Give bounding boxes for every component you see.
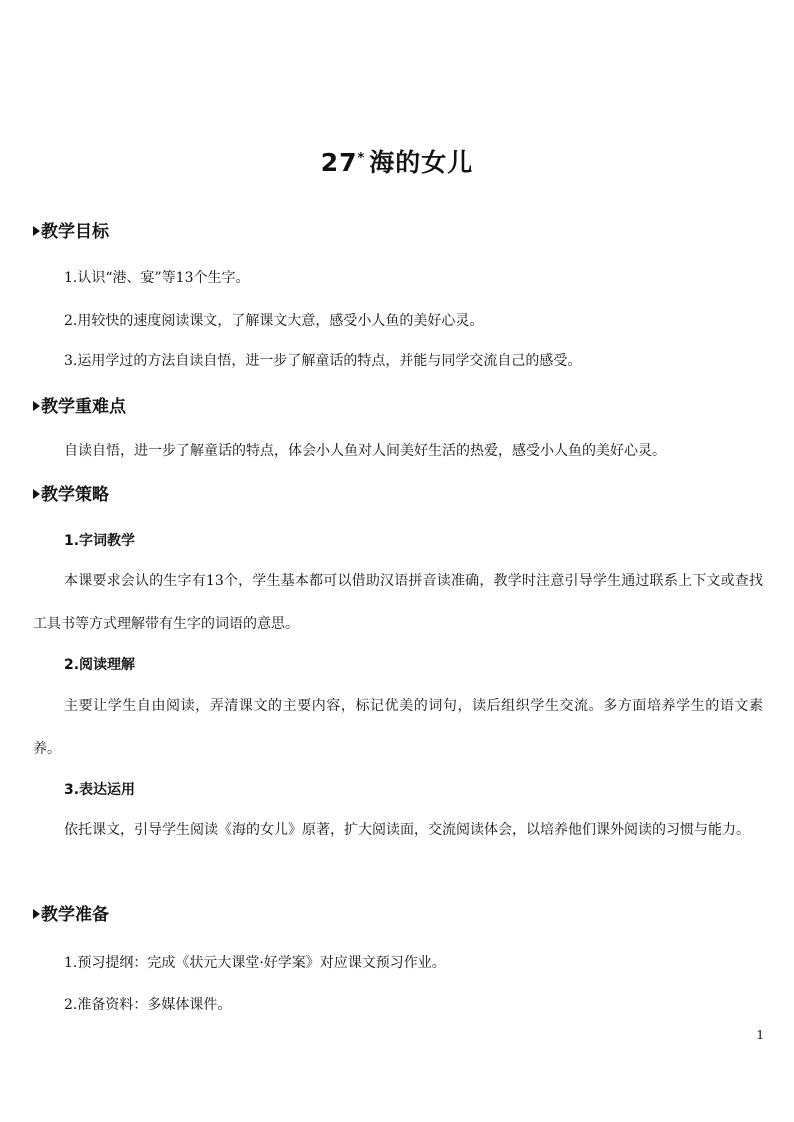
strategy-subheading: 3.表达运用 (64, 782, 136, 798)
preparation-heading-label: 教学准备 (41, 905, 109, 925)
objectives-heading-label: 教学目标 (41, 222, 109, 242)
strategy-paragraph: 本课要求会认的生字有13个，学生基本都可以借助汉语拼音读准确，教学时注意引导学生通过联系上下文或查找工具书等方式理解带有生字的词语的意思。 (33, 573, 763, 632)
title-text: 海的女儿 (369, 148, 474, 177)
page-title (0, 146, 794, 180)
title-number: 27 (320, 148, 358, 177)
section-heading-strategy (33, 483, 109, 507)
objective-item: 3.运用学过的方法自读自悟，进一步了解童话的特点，并能与同学交流自己的感受。 (64, 353, 582, 369)
preparation-item: 1.预习提纲：完成《状元大课堂·好学案》对应课文预习作业。 (64, 955, 446, 971)
objective-item: 1.认识“港、宴”等13个生字。 (64, 270, 250, 286)
section-heading-objectives (33, 220, 109, 244)
strategy-heading-label: 教学策略 (41, 485, 109, 505)
title-asterisk: * (357, 150, 366, 166)
key-points-text: 自读自悟，进一步了解童话的特点，体会小人鱼对人间美好生活的热爱，感受小人鱼的美好心灵。 (64, 443, 666, 459)
triangle-bullet-icon (33, 909, 40, 919)
preparation-item: 2.准备资料：多媒体课件。 (64, 997, 232, 1013)
key-points-heading-label: 教学重难点 (41, 397, 126, 417)
strategy-subheading: 1.字词教学 (64, 533, 136, 549)
page-number: 1 (756, 1028, 764, 1042)
objective-item: 2.用较快的速度阅读课文，了解课文大意，感受小人鱼的美好心灵。 (64, 313, 484, 329)
strategy-subheading: 2.阅读理解 (64, 657, 136, 673)
triangle-bullet-icon (33, 401, 40, 411)
triangle-bullet-icon (33, 489, 40, 499)
section-heading-key-points (33, 395, 126, 419)
strategy-paragraph: 依托课文，引导学生阅读《海的女儿》原著，扩大阅读面，交流阅读体会，以培养他们课外阅读的习惯与能力。 (64, 822, 750, 838)
section-heading-preparation (33, 903, 109, 927)
strategy-paragraph: 主要让学生自由阅读，弄清课文的主要内容，标记优美的词句，读后组织学生交流。多方面培养学生的语文素养。 (33, 698, 763, 757)
triangle-bullet-icon (33, 226, 40, 236)
